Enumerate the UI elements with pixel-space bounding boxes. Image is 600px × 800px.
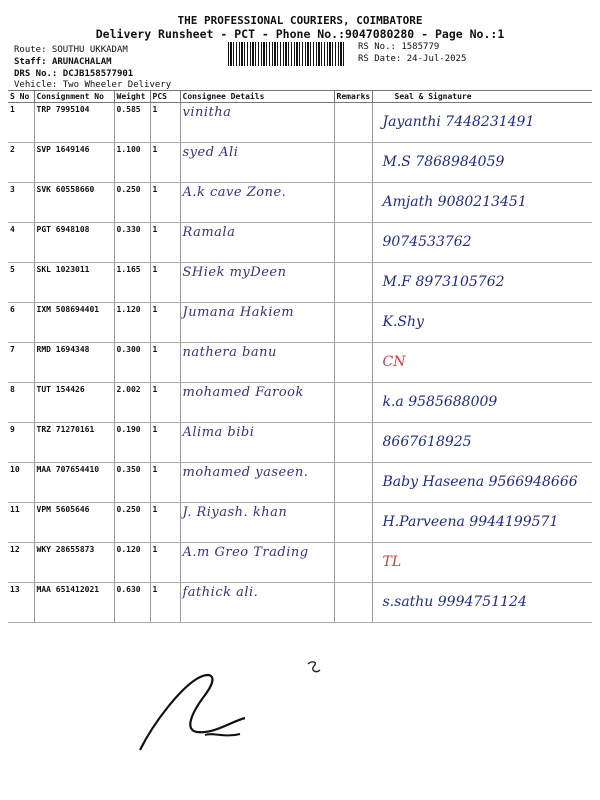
- cell-remarks: [334, 503, 372, 543]
- col-sno: S No: [8, 91, 34, 103]
- cell-pcs: 1: [150, 423, 180, 463]
- cell-remarks: [334, 263, 372, 303]
- table-row: [8, 183, 592, 223]
- staff-value: ARUNACHALAM: [51, 57, 112, 67]
- cell-weight: 0.250: [114, 503, 150, 543]
- cell-consignee: vinitha: [180, 103, 334, 143]
- col-consignee: Consignee Details: [180, 91, 334, 103]
- cell-consignee: A.m Greo Trading: [180, 543, 334, 583]
- cell-remarks: [334, 383, 372, 423]
- rs-no: RS No.: 1585779: [358, 42, 440, 52]
- cell-weight: 0.120: [114, 543, 150, 583]
- table-row: [8, 423, 592, 463]
- cell-consignee: nathera banu: [180, 343, 334, 383]
- table-row: [8, 223, 592, 263]
- cell-signature: CN: [372, 343, 592, 383]
- cell-weight: 0.330: [114, 223, 150, 263]
- cell-consignee: fathick ali.: [180, 583, 334, 623]
- col-remarks: Remarks: [334, 91, 372, 103]
- runsheet-title: Delivery Runsheet - PCT - Phone No.:9047080280 - Page No.:1: [95, 27, 505, 41]
- cell-signature: H.Parveena 9944199571: [372, 503, 592, 543]
- cell-pcs: 1: [150, 463, 180, 503]
- cell-sno: 4: [8, 223, 34, 263]
- cell-consignee: mohamed yaseen.: [180, 463, 334, 503]
- staff-signature: [135, 660, 255, 760]
- cell-sno: 12: [8, 543, 34, 583]
- cell-consignment: WKY 28655873: [34, 543, 114, 583]
- cell-remarks: [334, 343, 372, 383]
- initial-mark: [302, 656, 326, 680]
- cell-signature: TL: [372, 543, 592, 583]
- cell-pcs: 1: [150, 503, 180, 543]
- table-row: [8, 103, 592, 143]
- cell-consignment: RMD 1694348: [34, 343, 114, 383]
- table-row: [8, 463, 592, 503]
- cell-pcs: 1: [150, 543, 180, 583]
- drs-value: DCJB158577901: [62, 69, 134, 79]
- cell-consignment: SVP 1649146: [34, 143, 114, 183]
- cell-sno: 13: [8, 583, 34, 623]
- col-consignment: Consignment No: [34, 91, 114, 103]
- cell-weight: 0.190: [114, 423, 150, 463]
- cell-sno: 11: [8, 503, 34, 543]
- cell-sno: 2: [8, 143, 34, 183]
- cell-sno: 3: [8, 183, 34, 223]
- col-signature: Seal & Signature: [372, 91, 592, 103]
- cell-signature: M.S 7868984059: [372, 143, 592, 183]
- cell-weight: 0.585: [114, 103, 150, 143]
- cell-weight: 0.630: [114, 583, 150, 623]
- cell-sno: 7: [8, 343, 34, 383]
- cell-consignee: J. Riyash. khan: [180, 503, 334, 543]
- cell-consignment: TUT 154426: [34, 383, 114, 423]
- cell-pcs: 1: [150, 183, 180, 223]
- cell-weight: 0.300: [114, 343, 150, 383]
- cell-weight: 1.165: [114, 263, 150, 303]
- cell-signature: Amjath 9080213451: [372, 183, 592, 223]
- cell-pcs: 1: [150, 343, 180, 383]
- cell-remarks: [334, 103, 372, 143]
- cell-pcs: 1: [150, 223, 180, 263]
- cell-signature: Jayanthi 7448231491: [372, 103, 592, 143]
- cell-signature: 9074533762: [372, 223, 592, 263]
- cell-remarks: [334, 303, 372, 343]
- cell-weight: 2.002: [114, 383, 150, 423]
- cell-signature: 8667618925: [372, 423, 592, 463]
- cell-remarks: [334, 463, 372, 503]
- cell-weight: 1.120: [114, 303, 150, 343]
- cell-consignee: SHiek myDeen: [180, 263, 334, 303]
- table-row: [8, 383, 592, 423]
- staff-line: [14, 57, 112, 67]
- cell-consignment: VPM 5605646: [34, 503, 114, 543]
- cell-consignee: Alima bibi: [180, 423, 334, 463]
- rs-date: RS Date: 24-Jul-2025: [358, 54, 467, 64]
- staff-label: Staff:: [14, 57, 47, 67]
- col-pcs: PCS: [150, 91, 180, 103]
- cell-consignment: SVK 60558660: [34, 183, 114, 223]
- barcode: [228, 42, 346, 66]
- cell-weight: 0.250: [114, 183, 150, 223]
- table-row: [8, 343, 592, 383]
- cell-remarks: [334, 223, 372, 263]
- company-title: THE PROFESSIONAL COURIERS, COIMBATORE: [177, 14, 423, 27]
- cell-consignment: SKL 1023011: [34, 263, 114, 303]
- cell-consignee: Jumana Hakiem: [180, 303, 334, 343]
- cell-pcs: 1: [150, 303, 180, 343]
- cell-signature: s.sathu 9994751124: [372, 583, 592, 623]
- drs-label: DRS No.:: [14, 69, 58, 79]
- cell-pcs: 1: [150, 383, 180, 423]
- cell-remarks: [334, 143, 372, 183]
- cell-pcs: 1: [150, 583, 180, 623]
- col-weight: Weight: [114, 91, 150, 103]
- drs-line: [14, 69, 133, 79]
- cell-consignment: MAA 707654410: [34, 463, 114, 503]
- table-header: [8, 91, 592, 103]
- cell-pcs: 1: [150, 263, 180, 303]
- table-row: [8, 303, 592, 343]
- table-row: [8, 143, 592, 183]
- cell-signature: Baby Haseena 9566948666: [372, 463, 592, 503]
- cell-pcs: 1: [150, 103, 180, 143]
- vehicle-text: Vehicle: Two Wheeler Delivery: [14, 80, 172, 90]
- cell-pcs: 1: [150, 143, 180, 183]
- cell-consignment: MAA 651412021: [34, 583, 114, 623]
- cell-consignee: A.k cave Zone.: [180, 183, 334, 223]
- cell-remarks: [334, 423, 372, 463]
- table-row: [8, 543, 592, 583]
- cell-consignee: Ramala: [180, 223, 334, 263]
- route-text: Route: SOUTHU UKKADAM: [14, 45, 128, 55]
- cell-remarks: [334, 543, 372, 583]
- table-row: [8, 503, 592, 543]
- cell-sno: 5: [8, 263, 34, 303]
- cell-consignment: PGT 6948108: [34, 223, 114, 263]
- cell-consignee: syed Ali: [180, 143, 334, 183]
- table-row: [8, 263, 592, 303]
- runsheet-table: [8, 90, 592, 623]
- cell-sno: 1: [8, 103, 34, 143]
- cell-sno: 8: [8, 383, 34, 423]
- cell-signature: k.a 9585688009: [372, 383, 592, 423]
- cell-consignment: TRP 7995104: [34, 103, 114, 143]
- cell-consignment: TRZ 71270161: [34, 423, 114, 463]
- cell-weight: 1.100: [114, 143, 150, 183]
- cell-remarks: [334, 183, 372, 223]
- cell-consignee: mohamed Farook: [180, 383, 334, 423]
- cell-remarks: [334, 583, 372, 623]
- cell-signature: M.F 8973105762: [372, 263, 592, 303]
- cell-sno: 6: [8, 303, 34, 343]
- cell-sno: 9: [8, 423, 34, 463]
- cell-consignment: IXM 508694401: [34, 303, 114, 343]
- cell-sno: 10: [8, 463, 34, 503]
- table-row: [8, 583, 592, 623]
- cell-weight: 0.350: [114, 463, 150, 503]
- cell-signature: K.Shy: [372, 303, 592, 343]
